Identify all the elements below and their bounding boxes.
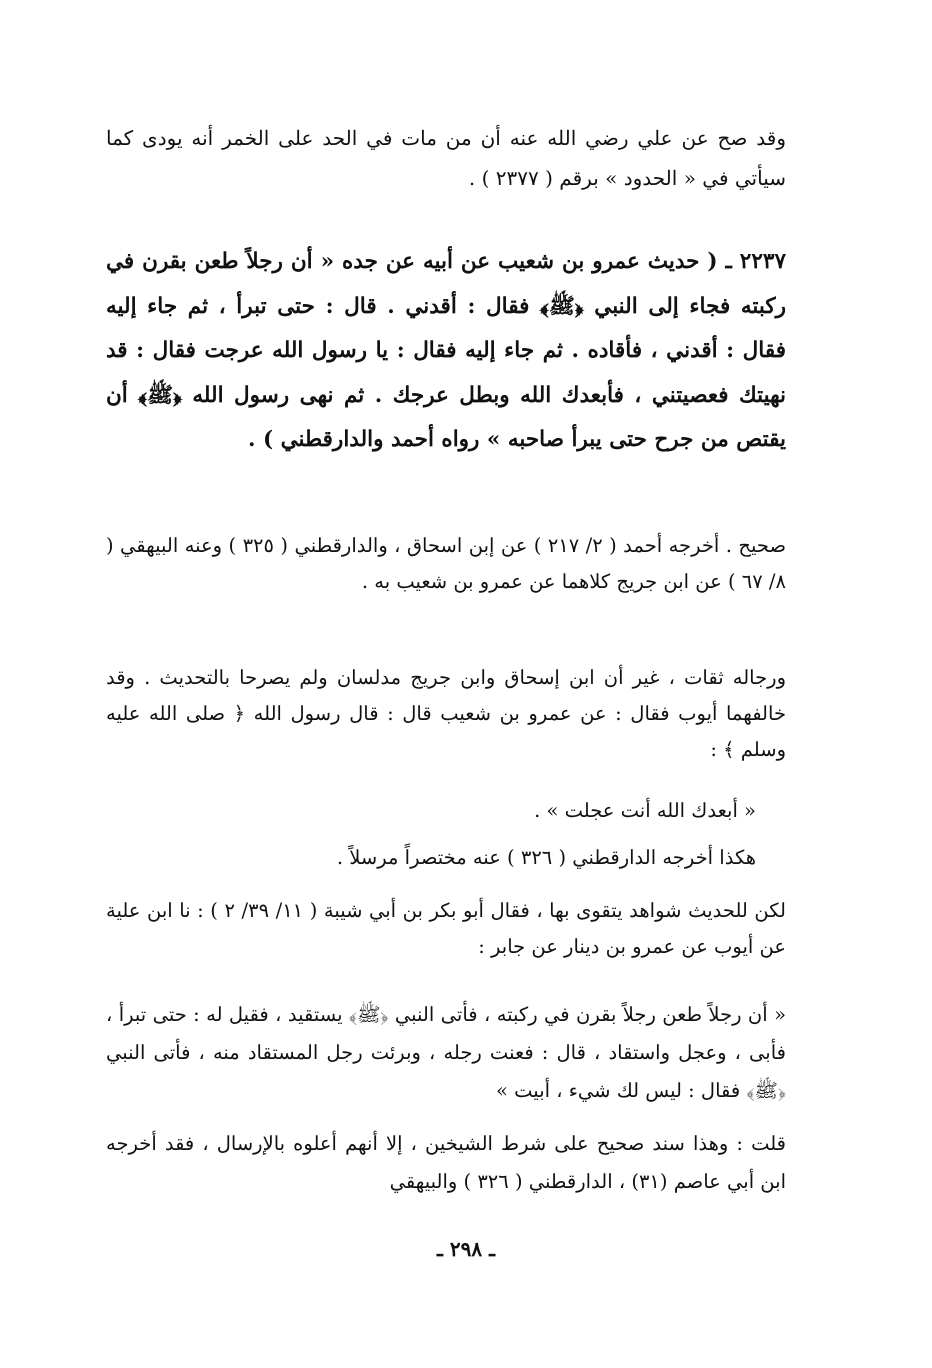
intro-text: وقد صح عن علي رضي الله عنه أن من مات في الحد على الخمر أنه يودى كما سيأتي في « الحدود » برقم ( ٢٣٧٧ ) .: [106, 126, 786, 190]
quote-paragraph-1: [106, 793, 786, 829]
takhrij-text-4: لكن للحديث شواهد يتقوى بها ، فقال أبو بكر بن أبي شيبة ( ١١/ ٣٩/ ٢ ) : نا ابن علية عن أيوب عن عمرو بن دينار عن جابر :: [106, 899, 786, 958]
takhrij-text-2: ورجاله ثقات ، غير أن ابن إسحاق وابن جريج مدلسان ولم يصرحا بالتحديث . وقد خالفهما أيوب فقال : عن عمرو بن شعيب قال : قال رسول الله ﴿ صلى الله عليه وسلم ﴾ :: [106, 666, 786, 761]
takhrij-paragraph-1: [106, 528, 786, 600]
takhrij-paragraph-2: [106, 660, 786, 768]
hadith-2237-paragraph: [106, 240, 786, 463]
quote-text-1: « أبعدك الله أنت عجلت » .: [534, 799, 756, 822]
page-number: ـ ٢٩٨ ـ: [437, 1237, 495, 1261]
quote-text-2: « أن رجلاً طعن رجلاً بقرن في ركبته ، فأتى النبي ﴿ﷺ﴾ يستقيد ، فقيل له : حتى تبرأ ، فأبى ، وعجل واستقاد ، قال : فعنت رجله ، وبرئت رجل المستقاد منه ، فأتى النبي ﴿ﷺ﴾ فقال : ليس لك شيء ، أبيت »: [106, 1003, 786, 1102]
takhrij-paragraph-4: [106, 893, 786, 965]
takhrij-text-3: هكذا أخرجه الدارقطني ( ٣٢٦ ) عنه مختصراً مرسلاً .: [336, 846, 756, 869]
hadith-text: ٢٢٣٧ ـ ( حديث عمرو بن شعيب عن أبيه عن جده « أن رجلاً طعن بقرن في ركبته فجاء إلى النبي ﴿ﷺ﴾ فقال : أقدني . قال : حتى تبرأ ، ثم جاء إليه فقال : أقدني ، فأقاده . ثم جاء إليه فقال : يا رسول الله عرجت فقال : قد نهيتك فعصيتني ، فأبعدك الله وبطل عرجك . ثم نهى رسول الله ﴿ﷺ﴾ أن يقتص من جرح حتى يبرأ صاحبه » رواه أحمد والدارقطني ) .: [106, 249, 786, 452]
takhrij-text-1: صحيح . أخرجه أحمد ( ٢/ ٢١٧ ) عن إبن اسحاق ، والدارقطني ( ٣٢٥ ) وعنه البيهقي ( ٨/ ٦٧ ) عن ابن جريج كلاهما عن عمرو بن شعيب به .: [106, 534, 787, 593]
takhrij-paragraph-3: [106, 840, 786, 876]
intro-paragraph: [106, 118, 786, 198]
quote-paragraph-2: [106, 996, 786, 1110]
takhrij-paragraph-5: [106, 1125, 786, 1201]
takhrij-text-5: قلت : وهذا سند صحيح على شرط الشيخين ، إلا أنهم أعلوه بالإرسال ، فقد أخرجه ابن أبي عاصم (٣١) ، الدارقطني ( ٣٢٦ ) والبيهقي: [106, 1132, 786, 1193]
